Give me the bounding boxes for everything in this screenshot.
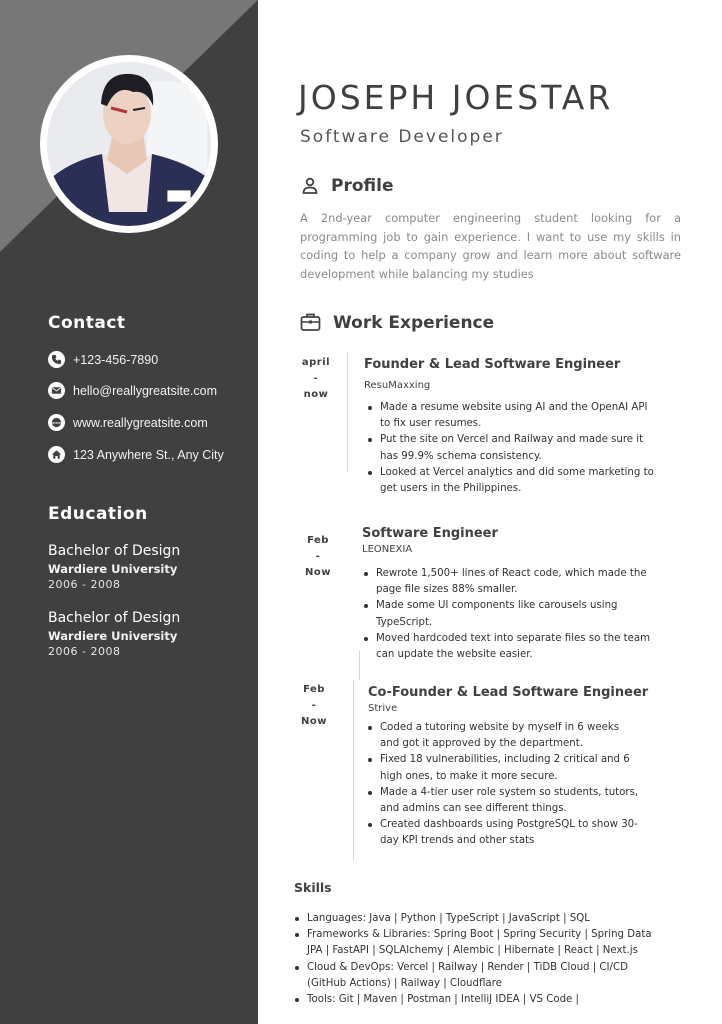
- skills-heading: Skills: [294, 880, 332, 895]
- education-heading: Education: [48, 504, 148, 524]
- skills-list: [292, 911, 662, 1008]
- job-bullet: Created dashboards using PostgreSQL to show 30-day KPI trends and other stats: [364, 817, 640, 849]
- job-date-separator: -: [311, 700, 317, 711]
- job-bullet: Looked at Vercel analytics and did some marketing to get users in the Philippines.: [364, 465, 654, 497]
- job-bullet: Put the site on Vercel and Railway and made sure it has 99.9% schema consistency.: [364, 432, 654, 464]
- job-date-start: Feb: [307, 535, 329, 546]
- job-bullet: Rewrote 1,500+ lines of React code, which made the page file sizes 88% smaller.: [360, 566, 650, 598]
- job-date: [296, 355, 336, 403]
- experience-heading: Work Experience: [333, 312, 495, 333]
- education-item: [48, 543, 180, 591]
- job-title: Co-Founder & Lead Software Engineer: [368, 685, 649, 700]
- profile-heading: Profile: [331, 176, 394, 196]
- profile-text: A 2nd-year computer engineering student looking for a programming job to gain experience. I want to use my skills in coding to help a company grow and learn more about software development while balancing my studies: [300, 211, 681, 281]
- contact-heading: Contact: [48, 313, 126, 333]
- job-date-end: Now: [301, 716, 327, 727]
- education-degree: Bachelor of Design: [48, 610, 181, 626]
- job-bullet: Coded a tutoring website by myself in 6 weeks and got it approved by the department.: [364, 720, 640, 752]
- contact-address: [48, 446, 224, 463]
- job-title: Founder & Lead Software Engineer: [364, 357, 621, 372]
- job-date: [294, 682, 334, 730]
- experience-section-heading: [300, 312, 494, 333]
- job-date: [298, 533, 338, 581]
- education-item: [48, 610, 180, 658]
- profile-section-heading: [301, 176, 393, 196]
- contact-website-text: www.reallygreatsite.com: [73, 415, 208, 430]
- job-date-end: Now: [305, 567, 331, 578]
- home-icon: [48, 446, 65, 463]
- job-company: LEONEXIA: [362, 544, 413, 555]
- avatar: [47, 62, 211, 226]
- job-bullet: Made a resume website using AI and the OpenAI API to fix user resumes.: [364, 400, 654, 432]
- contact-website[interactable]: [48, 414, 208, 431]
- job-bullets: [364, 400, 654, 497]
- avatar-illustration: [47, 62, 211, 226]
- job-date-end: now: [303, 389, 329, 400]
- timeline-line: [347, 352, 348, 472]
- education-school: Wardiere University: [48, 562, 178, 576]
- job-date-separator: -: [313, 373, 319, 384]
- contact-address-text: 123 Anywhere St., Any City: [73, 447, 224, 462]
- job-bullets: [360, 566, 650, 663]
- svg-text:www: www: [52, 420, 61, 425]
- mail-icon: [48, 382, 65, 399]
- job-bullet: Made some UI components like carousels using TypeScript.: [360, 598, 650, 630]
- job-company: ResuMaxxing: [364, 380, 431, 391]
- job-bullet: Made a 4-tier user role system so students, tutors, and admins can see different things.: [364, 785, 640, 817]
- globe-icon: [48, 414, 65, 431]
- contact-phone[interactable]: [48, 351, 158, 368]
- education-years: 2006 - 2008: [48, 578, 121, 591]
- skills-item: Tools: Git | Maven | Postman | IntelliJ IDEA | VS Code |: [292, 992, 662, 1008]
- skills-item: Cloud & DevOps: Vercel | Railway | Render | TiDB Cloud | CI/CD (GitHub Actions) | Railway | Cloudflare: [292, 960, 662, 992]
- contact-email[interactable]: [48, 382, 217, 399]
- education-degree: Bachelor of Design: [48, 543, 181, 559]
- job-bullet: Moved hardcoded text into separate files so the team can update the website easier.: [360, 631, 650, 663]
- contact-phone-text: +123-456-7890: [73, 352, 159, 367]
- education-years: 2006 - 2008: [48, 645, 121, 658]
- phone-icon: [48, 351, 65, 368]
- candidate-name: JOSEPH JOESTAR: [298, 78, 614, 117]
- education-school: Wardiere University: [48, 629, 178, 643]
- job-bullets: [364, 720, 640, 850]
- job-date-start: Feb: [303, 684, 325, 695]
- briefcase-icon: [300, 312, 321, 333]
- job-title: Software Engineer: [362, 526, 498, 541]
- job-date-start: april: [301, 357, 331, 368]
- contact-email-text: hello@reallygreatsite.com: [73, 383, 218, 398]
- user-icon: [301, 177, 319, 195]
- sidebar: [0, 0, 258, 1024]
- skills-item: Frameworks & Libraries: Spring Boot | Spring Security | Spring Data JPA | FastAPI | SQLAlchemy | Alembic | Hibernate | React | Next.js: [292, 927, 662, 959]
- job-date-separator: -: [315, 551, 321, 562]
- timeline-line: [353, 680, 354, 860]
- job-bullet: Fixed 18 vulnerabilities, including 2 critical and 6 high ones, to make it more secure.: [364, 752, 640, 784]
- candidate-title: Software Developer: [300, 127, 504, 147]
- skills-item: Languages: Java | Python | TypeScript | JavaScript | SQL: [292, 911, 662, 927]
- job-company: Strive: [368, 703, 398, 714]
